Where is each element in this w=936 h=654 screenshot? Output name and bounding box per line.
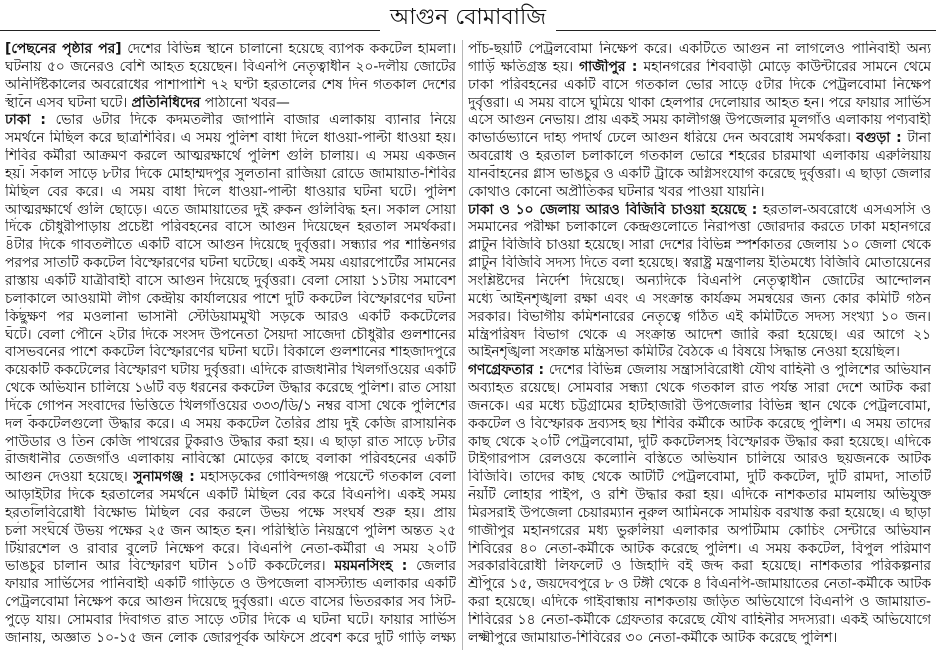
subhead-label: ময়মনসিংহ : [334, 558, 408, 575]
text-line [468, 166, 931, 184]
text-line [5, 630, 456, 648]
text-line [468, 237, 931, 255]
text-run: টানা [901, 130, 931, 147]
text-run: কাভার্ডভ্যানে দাহ্য পদার্থ ঢেলে আগুন ধরিয়ে দেন অবরোধ সমর্থকরা। [468, 130, 857, 147]
text-run: শিবির কর্মীরা আক্রমণ করলে আত্মরক্ষার্থে পুলিশ গুলি চালায়। এ সময় একজন [5, 148, 456, 165]
text-run: প্লাটুন বিজিবি সদস্য দিতে বলা হয়েছে। স্বরাষ্ট্র মন্ত্রণালয় ইতিমধ্যে বিজিবি মোতায়েনের [468, 255, 931, 272]
text-run: আইনশৃঙ্খলা সংক্রান্ত মন্ত্রিসভা কমিটির বৈঠকে এ বিষয়ে সিদ্ধান্ত নেওয়া হয়েছিল। [468, 344, 900, 361]
text-run: ভোর ৬টার দিকে কদমতলীর জাপানি বাজার এলাকায় ব্যানার নিয়ে [55, 112, 456, 129]
text-run: ৪টার দিকে গাবতলীতে একটি বাসে আগুন দিয়েছে দুর্বৃত্তরা। সন্ধ্যার পর শান্তিনগর [5, 237, 456, 254]
text-run: পাঁচ-ছয়টি পেট্রলবোমা নিক্ষেপ করে। একটিতে আগুন না লাগলেও পানিবাহী অন্য [468, 41, 931, 57]
text-run: পাঠানো খবর— [200, 94, 290, 111]
text-line [5, 434, 456, 452]
text-line [5, 576, 456, 594]
text-run: রাজধানীর তেজগাঁও এলাকায় নাবিস্কো মোড়ের কাছে বলাকা পরিবহনের একটি [5, 451, 456, 468]
text-line [468, 630, 931, 648]
text-run: ফায়ার সার্ভিসের পানিবাহী একটি গাড়িতে ও উপজেলা বাসস্ট্যান্ড এলাকার একটি [5, 576, 456, 593]
text-line [468, 505, 931, 523]
text-line [468, 184, 931, 202]
subhead-label: প্রতিনিধিদের [131, 94, 201, 111]
section-title-wrapper [0, 3, 936, 35]
section-header [0, 0, 936, 38]
text-run: ককটেল ও বিস্ফোরক দ্রব্যসহ ছয় শিবির কর্মীকে আটক করেছে পুলিশ। এ সময় তাদের [468, 415, 931, 432]
text-column-left [5, 41, 456, 648]
text-run: গাজীপুর মহানগরের মধ্য ভুরুলিয়া এলাকার অপটিমাম কোচিং সেন্টারে অভিযান [468, 522, 931, 539]
text-run: প্লাটুন বিজিবি চাওয়া হয়েছে। সারা দেশের বিভিন্ন স্পর্শকাতর জেলায় ১০ জেলা থেকে [468, 237, 931, 254]
text-line [5, 41, 456, 59]
text-line [468, 362, 931, 380]
subhead-label: সুনামগঞ্জ : [133, 469, 195, 486]
text-run: আড়াইটার দিকে হরতালের সমর্থনে একটি মিছিল বের করে বিএনপি। একই সময় [5, 487, 456, 504]
text-line [5, 416, 456, 434]
article-paragraph [5, 112, 456, 647]
text-line [468, 148, 931, 166]
text-run: বাসভবনের পাশে ককটেল বিস্ফোরণের ঘটনা ঘটে। বিকালে গুলশানের শাহজাদপুরে [5, 344, 456, 361]
text-run: আগুন দেওয়া হয়েছে। [5, 469, 134, 486]
text-line [468, 202, 931, 220]
text-run: মিরসরাই উপজেলা চেয়ারম্যান নুরুল আমিনকে সাময়িক বরখাস্ত করা হয়েছে। এ ছাড়া [468, 504, 931, 521]
text-line [5, 344, 456, 362]
text-line [5, 166, 456, 184]
text-line [468, 95, 931, 113]
text-line [468, 41, 931, 59]
text-line [468, 416, 931, 434]
text-line [5, 112, 456, 130]
text-line [468, 219, 931, 237]
text-line [5, 594, 456, 612]
article-paragraph [468, 202, 931, 363]
text-run: অব্যাহত রয়েছে। সোমবার সন্ধ্যা থেকে গতকাল রাত পর্যন্ত সারা দেশে আটক করা [468, 380, 931, 397]
text-run: আত্মরক্ষার্থে গুলি ছোড়ে। এতে জামায়াতের দুই রুকন গুলিবিদ্ধ হন। সকাল সোয়া [5, 201, 456, 218]
text-run: ঘটে। বেলা পৌনে ২টার দিকে সংসদ উপনেতা সৈয়দা সাজেদা চৌধুরীর গুলশানের [5, 326, 456, 343]
text-line [5, 202, 456, 220]
text-run: যানবাহনের গ্লাস ভাঙচুর ও একটি ট্রাকে অগ্নিসংযোগ করেছে দুর্বৃত্তরা। এ ছাড়া জেলার [468, 165, 931, 182]
text-line [5, 59, 456, 77]
text-line [468, 612, 931, 630]
text-line [468, 273, 931, 291]
text-run: হরতালবিরোধী বিক্ষোভ মিছিল বের করলে উভয় পক্ষে সংঘর্ষ শুরু হয়। প্রায় [5, 504, 456, 521]
text-run: জেলার [416, 558, 456, 575]
text-run: শ্রীপুরে ১৫, জয়দেবপুরে ৮ ও টঙ্গী থেকে ৪ বিএনপি-জামায়াতের নেতা-কর্মীকে আটক [468, 576, 931, 593]
text-line [468, 59, 931, 77]
text-run: সংশ্লিষ্টদের নির্দেশ দিয়েছে। অন্যদিকে বিএনপি নেতৃত্বাধীন জোটের আন্দোলন [468, 272, 931, 289]
text-run: দিকে চৌধুরীপাড়ায় প্রচেষ্টা পরিবহনের বাসে আগুন দিয়েছেন হরতাল সমর্থকরা। [5, 219, 456, 236]
text-run: ভাঙচুর চালান আর বিস্ফোরণ ঘটান ১০টি ককটেলের। [5, 558, 335, 575]
text-run: জনকে। এর মধ্যে চট্টগ্রামের হাটহাজারী উপজেলার বিভিন্ন স্থান থেকে পেট্রলবোমা, [468, 397, 931, 414]
text-line [468, 469, 931, 487]
subhead-label: ঢাকা : [5, 112, 46, 129]
text-line [468, 541, 931, 559]
text-run: লক্ষ্মীপুরে জামায়াত-শিবিরের ৩০ নেতা-কর্মীকে আটক করেছে পুলিশ। [468, 629, 838, 646]
column-divider [462, 40, 463, 650]
text-line [468, 398, 931, 416]
text-line [5, 291, 456, 309]
subhead-label: বগুড়া : [856, 130, 902, 147]
text-line [5, 362, 456, 380]
text-run: দুর্বৃত্তরা। এ সময় বাসে ঘুমিয়ে থাকা হেলপার দেলোয়ার আহত হন। পরে ফায়ার সার্ভিস [468, 94, 931, 111]
text-run: শিবিরের ৪০ নেতা-কর্মীকে আটক করেছে পুলিশ। এ সময় ককটেল, বিপুল পরিমাণ [468, 540, 931, 557]
article-paragraph [468, 41, 931, 202]
text-line [468, 558, 931, 576]
text-run: মন্ত্রিপরিষদ বিভাগ থেকে এ সংক্রান্ত আদেশ জারি করা হয়েছে। এর আগে ২১ [468, 326, 931, 343]
text-run: হয়। সকাল সাড়ে ৮টার দিকে মোহাম্মদপুর সুলতানা রাজিয়া রোডে জামায়াত-শিবির [5, 165, 456, 182]
text-line [468, 344, 931, 362]
text-line [5, 148, 456, 166]
text-run: স্থানে এসব ঘটনা ঘটে। [5, 94, 132, 111]
section-title: আগুন বোমাবাজি [380, 3, 556, 33]
text-line [468, 327, 931, 345]
article-paragraph [5, 41, 456, 112]
text-run: গাড়ি ক্ষতিগ্রস্ত হয়। [468, 58, 580, 75]
text-run: করা হয়েছে। এদিকে গাইবান্ধায় নাশকতায় জড়িত অভিযোগে বিএনপি ও জামায়াত- [468, 594, 931, 611]
text-run: পাউডার ও তিন কেজি পাথরের টুকরাও উদ্ধার করা হয়। এ ছাড়া রাত সাড়ে ৮টার [5, 433, 456, 450]
text-line [468, 112, 931, 130]
text-run: ঘটনায় ৫০ জনেরও বেশি আহত হয়েছেন। বিএনপি নেতৃত্বাধীন ২০-দলীয় জোটের [5, 58, 456, 75]
text-line [5, 612, 456, 630]
text-run: কিছুক্ষণ পর মওলানা ভাসানী স্টেডিয়ামমুখী সড়কে আরও একটি ককটেলের [5, 308, 456, 325]
text-run: দিকে গোপন সংবাদের ভিত্তিতে খিলগাঁওয়ের ৩৩৩/ডি/১ নম্বর বাসা থেকে পুলিশের [5, 397, 456, 414]
text-run: মধ্যে আইনশৃঙ্খলা রক্ষা এবং এ সংক্রান্ত কার্যক্রম সমন্বয়ের জন্য কোর কমিটি গঠন [468, 290, 931, 307]
text-run: সমমানের পরীক্ষা চলাকালে কেন্দ্রগুলোতে নিরাপত্তা জোরদার করতে ঢাকা মহানগরে [468, 219, 931, 236]
text-run: কোথাও কোনো অপ্রীতিকর ঘটনার খবর পাওয়া যায়নি। [468, 183, 765, 200]
text-line [5, 487, 456, 505]
text-run: নয়টি লোহার পাইপ, ও রশি উদ্ধার করা হয়। এদিকে নাশকতার মামলায় অভিযুক্ত [468, 487, 931, 504]
text-line [468, 451, 931, 469]
text-run: টিয়ারশেল ও রাবার বুলেট নিক্ষেপ করে। বিএনপি নেতা-কর্মীরা এ সময় ২০টি [5, 540, 456, 557]
text-run: পরপর সাতটি ককটেল বিস্ফোরণের ঘটনা ঘটেছে। একই সময় এয়ারপোর্টের সামনের [5, 255, 456, 272]
text-line [468, 523, 931, 541]
text-run: পুড়ে যায়। সোমবার দিবাগত রাত সাড়ে ৩টার দিকে এ ঘটনা ঘটে। ফায়ার সার্ভিস [5, 612, 456, 628]
subhead-label: গণগ্রেফতার : [468, 362, 545, 379]
text-run: কয়েকটি ককটেলের বিস্ফোরণ ঘটায় দুর্বৃত্তরা। এদিকে রাজধানীর খিলগাঁওয়ের একটি [5, 362, 456, 379]
text-line [468, 594, 931, 612]
text-run: সরকার। বিভাগীয় কমিশনারের নেতৃত্বে গঠিত এই কমিটিতে সদস্য সংখ্যা ১০ জন। [468, 308, 931, 325]
text-line [5, 237, 456, 255]
text-line [5, 505, 456, 523]
text-run: চলা সংঘর্ষে উভয় পক্ষের ২৫ জন আহত হন। পরিস্থিতি নিয়ন্ত্রণে পুলিশ অন্তত ২৫ [5, 522, 456, 539]
text-line [5, 558, 456, 576]
text-line [5, 398, 456, 416]
text-line [468, 291, 931, 309]
text-run: থেকে অভিযান চালিয়ে ১৬টি বড় ধরনের ককটেল উদ্ধার করেছে পুলিশ। রাত সোয়া [5, 380, 456, 397]
text-line [5, 309, 456, 327]
text-line [5, 184, 456, 202]
text-line [5, 95, 456, 113]
text-line [5, 273, 456, 291]
text-run: হরতাল-অবরোধে এসএসসি ও [757, 201, 931, 218]
text-line [468, 434, 931, 452]
text-run: চলাকালে আওয়ামী লীগ কেন্দ্রীয় কার্যালয়ের পাশে দুটি ককটেল বিস্ফোরণের ঘটনা [5, 290, 456, 307]
text-line [5, 219, 456, 237]
text-line [468, 487, 931, 505]
subhead-label: [পেছনের পৃষ্ঠার পর] [5, 41, 122, 57]
subhead-label: গাজীপুর : [579, 58, 638, 75]
text-run: এসে আগুন নেভায়। প্রায় একই সময় কালীগঞ্জ উপজেলার মূলগাঁও এলাকায় পণ্যবাহী [468, 112, 931, 129]
text-line [5, 77, 456, 95]
text-run: মহানগরের শিববাড়ী মোড়ে কাউন্টারের সামনে থেমে [643, 58, 931, 75]
text-line [5, 255, 456, 273]
text-line [468, 130, 931, 148]
text-run: রাস্তায় একটি যাত্রীবাহী বাসে আগুন দিয়েছে দুর্বৃত্তরা। বেলা সোয়া ১১টায় সমাবেশ [5, 272, 456, 289]
subhead-label: ঢাকা ও ১০ জেলায় আরও বিজিবি চাওয়া হয়েছে : [468, 201, 758, 218]
text-line [5, 327, 456, 345]
text-run: পেট্রলবোমা নিক্ষেপ করে আগুন দিয়েছে দুর্বৃত্তরা। এতে বাসের ভিতরকার সব সিট- [5, 594, 456, 611]
text-run: দল ককটেলগুলো উদ্ধার করে। এ সময় ককটেল তৈরির প্রায় দুই কেজি রাসায়নিক [5, 415, 456, 432]
text-line [468, 380, 931, 398]
article-paragraph [468, 362, 931, 648]
text-line [468, 309, 931, 327]
text-run: দেশের বিভিন্ন জেলায় সন্ত্রাসবিরোধী যৌথ বাহিনী ও পুলিশের অভিযান [544, 362, 931, 379]
text-line [468, 77, 931, 95]
text-run: বিজিবি। তাদের কাছ থেকে আটটি পেট্রলবোমা, দুটি ককটেল, দুটি রামদা, সাতটি [468, 469, 931, 486]
text-line [5, 541, 456, 559]
text-run: ঢাকা পরিবহনের একটি বাসে গতকাল ভোর সাড়ে ৫টার দিকে পেট্রলবোমা নিক্ষেপ [468, 76, 931, 93]
text-run: দেশের বিভিন্ন স্থানে চালানো হয়েছে ব্যাপক ককটেল হামলা। [127, 41, 456, 57]
text-line [468, 255, 931, 273]
text-run: অবরোধ ও হরতাল চলাকালে গতকাল ভোরে শহরের চারমাথা এলাকায় এরুলিয়ায় [468, 148, 931, 165]
text-run: মিছিল বের করে। এ সময় বাধা দিলে ধাওয়া-পাল্টা ধাওয়ার ঘটনা ঘটে। পুলিশ [5, 183, 456, 200]
text-run: সমর্থনে মিছিল করে ছাত্রশিবির। এ সময় পুলিশ বাধা দিলে ধাওয়া-পাল্টা ধাওয়া হয়। [5, 130, 456, 147]
text-line [5, 451, 456, 469]
text-line [5, 380, 456, 398]
text-run: শিবিরের ১৪ নেতা-কর্মীকে গ্রেফতার করেছে যৌথ বাহিনীর সদস্যরা। একই অভিযোগে [468, 612, 931, 628]
text-line [5, 469, 456, 487]
text-run: কাছ থেকে ২০টি পেট্রলবোমা, দুটি ককটেলসহ বিস্ফোরক উদ্ধার করা হয়েছে। এদিকে [468, 433, 931, 450]
text-run: সরকারবিরোধী লিফলেট ও জিহাদি বই জব্দ করা হয়েছে। নাশকতার পরিকল্পনার [468, 558, 931, 575]
text-run: টাইগারপাস রেলওয়ে কলোনি বস্তিতে অভিযান চালিয়ে আরও ছয়জনকে আটক [468, 451, 931, 468]
text-line [468, 576, 931, 594]
text-line [5, 523, 456, 541]
text-run: মহাসড়কের গোবিন্দগঞ্জ পয়েন্টে গতকাল বেলা [194, 469, 456, 486]
text-line [5, 130, 456, 148]
text-run: জানায়, অজ্ঞাত ১০-১৫ জন লোক জোরপূর্বক অফিসে প্রবেশ করে দুটি গাড়ি লক্ষ্য [5, 629, 456, 646]
text-run: অনির্দিষ্টকালের অবরোধের পাশাপাশি ৭২ ঘণ্টা হরতালের শেষ দিন গতকাল দেশের [5, 76, 456, 93]
text-column-right [468, 41, 931, 648]
